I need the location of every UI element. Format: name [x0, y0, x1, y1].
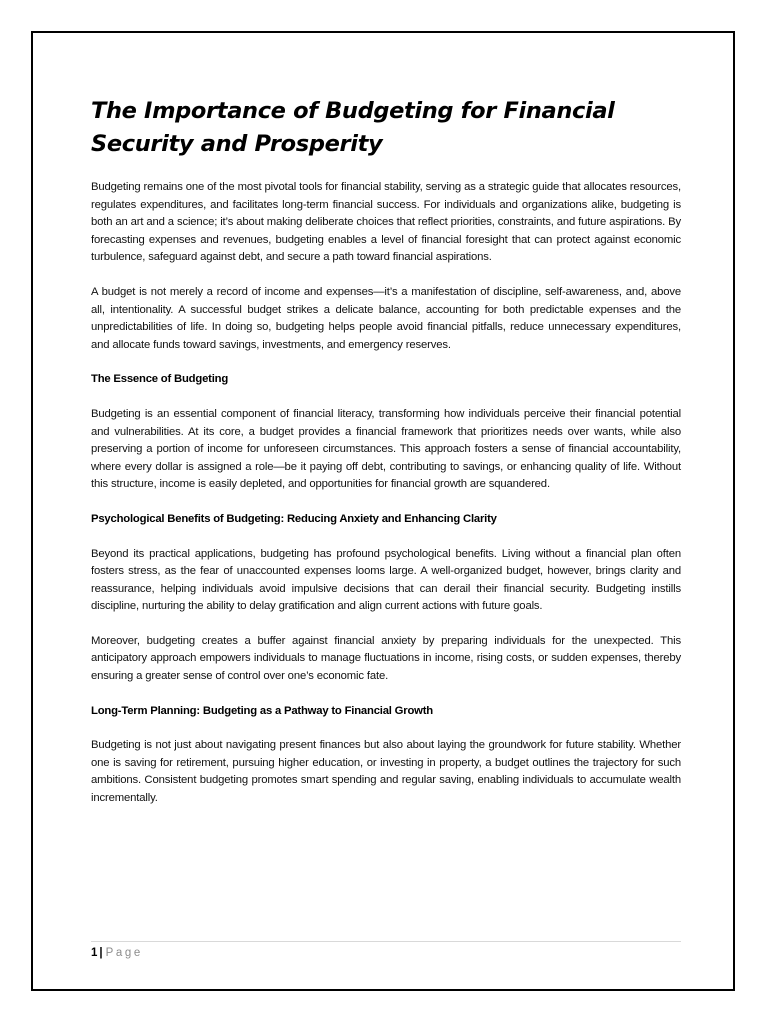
page-content	[91, 95, 681, 825]
section-heading-long-term: Long-Term Planning: Budgeting as a Pathway to Financial Growth	[91, 704, 434, 717]
section-heading-essence: The Essence of Budgeting	[91, 373, 229, 386]
page-label: Page	[105, 947, 143, 959]
footer-separator: |	[99, 947, 103, 959]
section-heading-psychological: Psychological Benefits of Budgeting: Reducing Anxiety and Enhancing Clarity	[91, 512, 497, 525]
paragraph-budget-definition: A budget is not merely a record of income and expenses—it’s a manifestation of discipline, self-awareness, and, above all, intentionality. A successful budget strikes a delicate balance, accounting for both predictable expenses and the unpredictabilities of life. In doing so, budgeting helps people avoid financial pitfalls, reduce unnecessary expenditures, and allocate funds toward savings, investments, and emergency reserves.	[91, 285, 681, 351]
footer-divider	[91, 941, 681, 942]
page-number: 1	[91, 947, 98, 959]
paragraph-intro: Budgeting remains one of the most pivotal tools for financial stability, serving as a strategic guide that allocates resources, regulates expenditures, and facilitates long-term financial success. For individuals and organizations alike, budgeting is both an art and a science; it’s about making deliberate choices that reflect priorities, constraints, and future aspirations. By forecasting expenses and revenues, budgeting enables a level of financial foresight that can protect against economic turbulence, safeguard against debt, and secure a path toward financial aspirations.	[91, 181, 681, 264]
page-footer	[91, 945, 143, 961]
paragraph-psychological-1: Beyond its practical applications, budgeting has profound psychological benefits. Living without a financial plan often fosters stress, as the fear of unaccounted expenses looms large. A well-organized budget, however, brings clarity and reassurance, helping individuals avoid impulsive decisions that can derail their financial security. Budgeting instills discipline, nurturing the ability to delay gratification and align current actions with future goals.	[91, 547, 681, 613]
paragraph-essence: Budgeting is an essential component of financial literacy, transforming how individuals perceive their financial potential and vulnerabilities. At its core, a budget provides a financial framework that prioritizes needs over wants, while also preserving a portion of income for unforeseen circumstances. This approach fosters a sense of financial accountability, where every dollar is assigned a role—be it paying off debt, contributing to savings, or enhancing quality of life. Without this structure, income is easily depleted, and opportunities for financial growth are squandered.	[91, 407, 681, 491]
paragraph-long-term: Budgeting is not just about navigating present finances but also about laying the groundwork for future stability. Whether one is saving for retirement, pursuing higher education, or investing in property, a budget outlines the trajectory for such ambitions. Consistent budgeting promotes smart spending and regular saving, enabling individuals to accumulate wealth incrementally.	[91, 739, 681, 805]
paragraph-psychological-2: Moreover, budgeting creates a buffer against financial anxiety by preparing individuals for the unexpected. This anticipatory approach empowers individuals to manage fluctuations in income, rising costs, or sudden expenses, thereby ensuring a greater sense of control over one’s economic fate.	[91, 634, 681, 683]
document-title: The Importance of Budgeting for Financial Security and Prosperity	[91, 98, 615, 157]
document-page	[31, 31, 735, 991]
